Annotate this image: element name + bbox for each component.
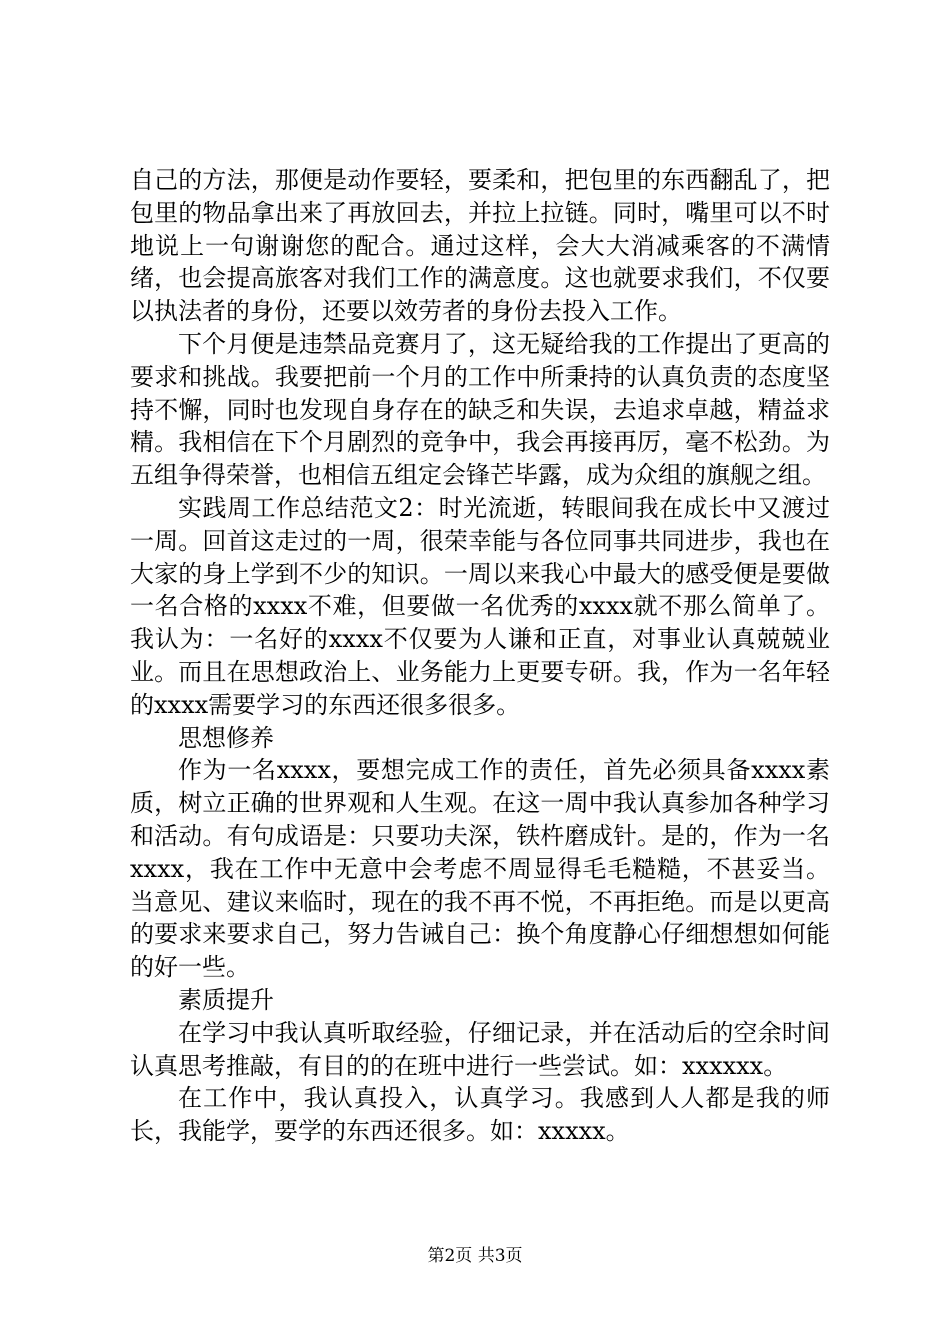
document-body xyxy=(130,164,830,1148)
section-heading-quality: 素质提升 xyxy=(178,985,274,1014)
paragraph-continuation: 自己的方法，那便是动作要轻，要柔和，把包里的东西翻乱了，把包里的物品拿出来了再放回去，并拉上拉链。同时，嘴里可以不时地说上一句谢谢您的配合。通过这样，会大大消减乘客的不满情绪，也会提高旅客对我们工作的满意度。这也就要求我们，不仅要以执法者的身份，还要以效劳者的身份去投入工作。 xyxy=(130,166,830,326)
page-footer: 第2页 共3页 xyxy=(427,1246,523,1266)
paragraph-ideology: 作为一名xxxx，要想完成工作的责任，首先必须具备xxxx素质，树立正确的世界观和人生观。在这一周中我认真参加各种学习和活动。有句成语是：只要功夫深，铁杵磨成针。是的，作为一名xxxx，我在工作中无意中会考虑不周显得毛毛糙糙，不甚妥当。当意见、建议来临时，现在的我不再不悦，不再拒绝。而是以更高的要求来要求自己，努力告诫自己：换个角度静心仔细想想如何能的好一些。 xyxy=(130,756,830,982)
paragraph-work: 在工作中，我认真投入，认真学习。我感到人人都是我的师长，我能学，要学的东西还很多。如：xxxxx。 xyxy=(130,1084,830,1146)
paragraph-practice-week-summary: 实践周工作总结范文2：时光流逝，转眼间我在成长中又渡过一周。回首这走过的一周，很荣幸能与各位同事共同进步，我也在大家的身上学到不少的知识。一周以来我心中最大的感受便是要做一名合格的xxxx不难，但要做一名优秀的xxxx就不那么简单了。我认为：一名好的xxxx不仅要为人谦和正直，对事业认真兢兢业业。而且在思想政治上、业务能力上更要专研。我，作为一名年轻的xxxx需要学习的东西还很多很多。 xyxy=(130,493,830,719)
section-heading-ideology: 思想修养 xyxy=(178,723,274,752)
paragraph-competition-month: 下个月便是违禁品竞赛月了，这无疑给我的工作提出了更高的要求和挑战。我要把前一个月的工作中所秉持的认真负责的态度坚持不懈，同时也发现自身存在的缺乏和失误，去追求卓越，精益求精。我相信在下个月剧烈的竞争中，我会再接再厉，毫不松劲。为五组争得荣誉，也相信五组定会锋芒毕露，成为众组的旗舰之组。 xyxy=(130,329,830,490)
paragraph-study: 在学习中我认真听取经验，仔细记录，并在活动后的空余时间认真思考推敲，有目的的在班中进行一些尝试。如：xxxxxx。 xyxy=(130,1018,830,1080)
